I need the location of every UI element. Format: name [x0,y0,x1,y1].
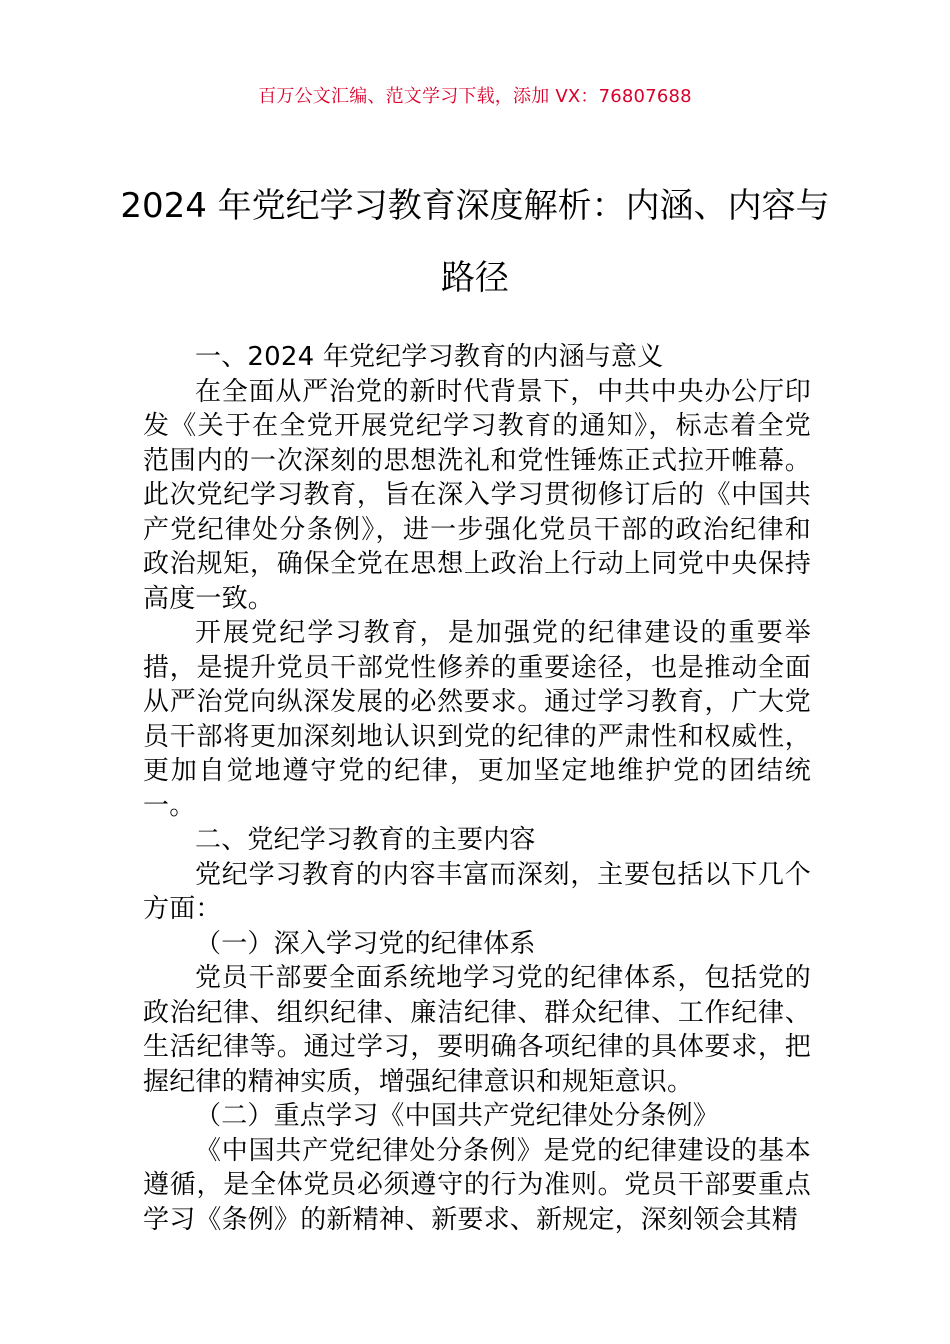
document-body [143,340,811,1237]
paragraph-3: 党纪学习教育的内容丰富而深刻，主要包括以下几个方面： [143,859,811,924]
document-title: 2024 年党纪学习教育深度解析：内涵、内容与路径 [120,186,830,298]
header-watermark-note: 百万公文汇编、范文学习下载，添加 VX：76807688 [258,86,692,107]
paragraph-4: 党员干部要全面系统地学习党的纪律体系，包括党的政治纪律、组织纪律、廉洁纪律、群众纪律、工作纪律、生活纪律等。通过学习，要明确各项纪律的具体要求，把握纪律的精神实质，增强纪律意识和规矩意识。 [143,963,811,1097]
paragraph-2: 开展党纪学习教育，是加强党的纪律建设的重要举措，是提升党员干部党性修养的重要途径，也是推动全面从严治党向纵深发展的必然要求。通过学习教育，广大党员干部将更加深刻地认识到党的纪律的严肃性和权威性，更加自觉地遵守党的纪律，更加坚定地维护党的团结统一。 [143,618,811,821]
section-heading-1: 一、2024 年党纪学习教育的内涵与意义 [195,342,664,372]
subheading-1: （一）深入学习党的纪律体系 [195,928,536,959]
subheading-2: （二）重点学习《中国共产党纪律处分条例》 [195,1101,720,1131]
section-heading-2: 二、党纪学习教育的主要内容 [195,825,536,855]
paragraph-5: 《中国共产党纪律处分条例》是党的纪律建设的基本遵循，是全体党员必须遵守的行为准则。党员干部要重点学习《条例》的新精神、新要求、新规定，深刻领会其精 [143,1135,811,1235]
paragraph-1: 在全面从严治党的新时代背景下，中共中央办公厅印发《关于在全党开展党纪学习教育的通知》，标志着全党范围内的一次深刻的思想洗礼和党性锤炼正式拉开帷幕。此次党纪学习教育，旨在深入学习贯彻修订后的《中国共产党纪律处分条例》，进一步强化党员干部的政治纪律和政治规矩，确保全党在思想上政治上行动上同党中央保持高度一致。 [143,376,811,614]
